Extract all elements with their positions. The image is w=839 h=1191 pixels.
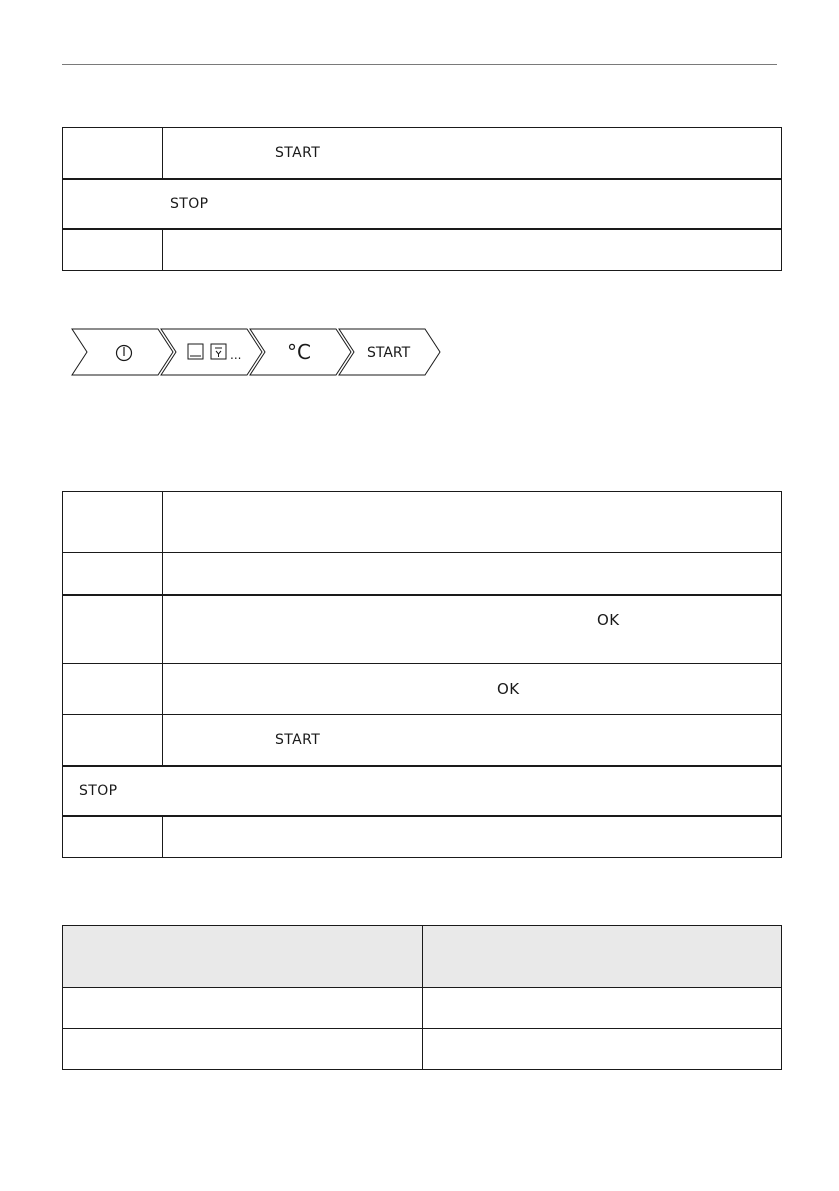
step-number-cell xyxy=(63,816,163,858)
step-number-cell xyxy=(63,128,163,179)
step-text-cell xyxy=(163,492,782,553)
step-number-cell xyxy=(63,553,163,595)
step-text-cell xyxy=(163,715,782,766)
table-row xyxy=(63,816,782,858)
step-number-cell xyxy=(63,715,163,766)
header-cell xyxy=(423,926,782,988)
table-row xyxy=(63,179,782,229)
table-header-row xyxy=(63,926,782,988)
table-row xyxy=(63,1029,782,1070)
step-number-cell xyxy=(63,229,163,271)
header-cell xyxy=(63,926,423,988)
flow-step-power xyxy=(72,329,173,375)
step-text-cell xyxy=(163,128,782,179)
note-cell xyxy=(63,766,782,816)
start-label: START xyxy=(275,144,321,161)
step-text-cell xyxy=(163,816,782,858)
flow-diagram xyxy=(70,327,442,377)
info-table xyxy=(62,925,782,1070)
ellipsis-text: ... xyxy=(230,348,242,362)
table-row xyxy=(63,492,782,553)
table-row xyxy=(63,988,782,1029)
table-cell xyxy=(63,988,423,1029)
oven-function-icons xyxy=(188,344,226,359)
table-row xyxy=(63,595,782,664)
header-rule xyxy=(62,64,777,65)
table-row xyxy=(63,128,782,179)
ok-label: OK xyxy=(597,611,620,630)
table-row xyxy=(63,553,782,595)
step-text-cell xyxy=(163,595,782,664)
step-number-cell xyxy=(63,664,163,715)
table-row xyxy=(63,715,782,766)
table-row xyxy=(63,229,782,271)
stop-label: STOP xyxy=(170,195,209,212)
note-cell xyxy=(63,179,782,229)
temperature-label: °C xyxy=(287,340,311,364)
stop-label: STOP xyxy=(79,782,118,799)
table-cell xyxy=(423,1029,782,1070)
step-text-cell xyxy=(163,229,782,271)
step-number-cell xyxy=(63,492,163,553)
steps-table-1 xyxy=(62,127,782,271)
step-text-cell xyxy=(163,553,782,595)
table-row xyxy=(63,664,782,715)
table-row xyxy=(63,766,782,816)
start-label: START xyxy=(275,731,321,748)
step-text-cell xyxy=(163,664,782,715)
power-icon xyxy=(117,346,132,361)
step-number-cell xyxy=(63,595,163,664)
table-cell xyxy=(423,988,782,1029)
ok-label: OK xyxy=(497,680,520,698)
flow-start-label: START xyxy=(367,345,411,361)
table-cell xyxy=(63,1029,423,1070)
steps-table-2 xyxy=(62,491,782,858)
